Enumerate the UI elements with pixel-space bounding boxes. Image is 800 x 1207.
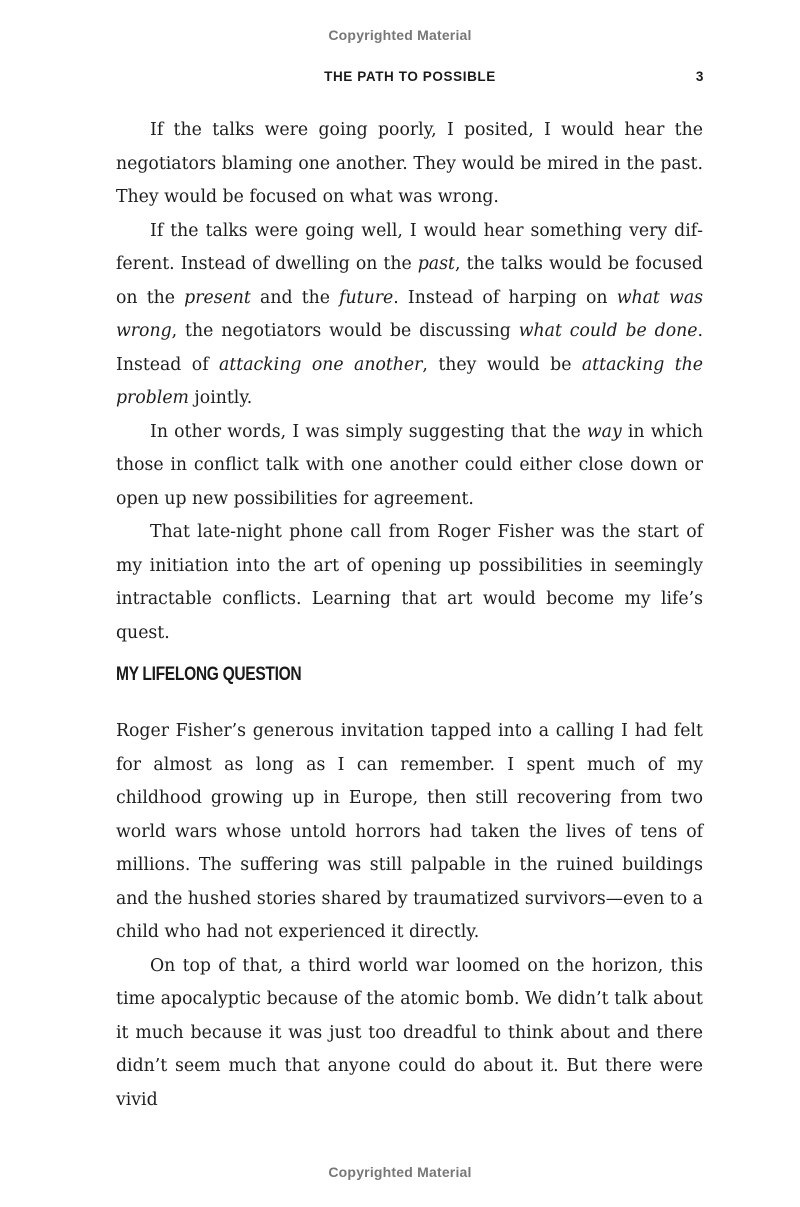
section-heading: MY LIFELONG QUESTION bbox=[116, 664, 302, 685]
paragraph-5: Roger Fisher’s generous invitation tapped into a calling I had felt for almost as long as I can remember. I spent much of my childhood growing up in Europe, then still recovering from two world wars whose untold horrors had taken the lives of tens of millions. The suffering was still palpable in the ruined buildings and the hushed stories shared by traumatized survivors—even to a child who had not experienced it directly. bbox=[116, 721, 703, 942]
paragraph-2-italic-4: what was wrong bbox=[116, 287, 703, 341]
paragraph-2-text-4: . Instead of harping on bbox=[393, 287, 617, 308]
paragraph-2-text-1: If the talks were going well, I would hear something very different. Instead of dwelling on the bbox=[116, 220, 703, 274]
paragraph-3-text-1: In other words, I was simply suggesting that the bbox=[150, 421, 587, 442]
paragraph-2-text-3: and the bbox=[250, 287, 340, 308]
paragraph-3 bbox=[116, 416, 703, 517]
paragraph-2-italic-2: present bbox=[184, 287, 251, 308]
paragraph-2-italic-1: past bbox=[417, 254, 455, 274]
running-head-title: THE PATH TO POSSIBLE bbox=[324, 69, 496, 84]
paragraph-2-text-2: , the talks would be focused on the bbox=[116, 254, 703, 308]
body-text-lower bbox=[116, 715, 703, 1117]
body-text-upper bbox=[116, 114, 703, 650]
paragraph-2-text-7: , they would be bbox=[422, 354, 582, 375]
page-number: 3 bbox=[695, 69, 704, 84]
paragraph-2-text-6: . Instead of bbox=[116, 321, 703, 375]
watermark-top: Copyrighted Material bbox=[328, 27, 472, 43]
paragraph-1: If the talks were going poorly, I posited, I would hear the negotiators blaming one another. They would be mired in the past. They would be focused on what was wrong. bbox=[116, 120, 703, 207]
paragraph-2-text-8: jointly. bbox=[188, 388, 253, 408]
paragraph-2 bbox=[116, 215, 703, 416]
paragraph-2-italic-5: what could be done bbox=[518, 321, 698, 341]
paragraph-3-italic-1: way bbox=[586, 421, 622, 442]
paragraph-4: That late-night phone call from Roger Fisher was the start of my initiation into the art of opening up possibilities in seemingly intractable conflicts. Learning that art would become my life’s quest. bbox=[116, 522, 703, 643]
paragraph-2-text-5: , the negotiators would be discussing bbox=[171, 321, 519, 341]
paragraph-2-italic-6: attacking one another bbox=[219, 354, 423, 375]
running-head bbox=[116, 69, 704, 89]
paragraph-3-text-2: in which those in conflict talk with one another could either close down or open up new possibilities for agreement. bbox=[116, 421, 703, 509]
paragraph-6: On top of that, a third world war loomed on the horizon, this time apocalyptic because of the atomic bomb. We didn’t talk about it much because it was just too dreadful to think about and there didn’t seem much that anyone could do about it. But there were vivid bbox=[116, 955, 703, 1110]
paragraph-2-italic-3: future bbox=[339, 287, 394, 308]
paragraph-2-italic-7: attacking the problem bbox=[116, 354, 703, 408]
watermark-bottom: Copyrighted Material bbox=[328, 1164, 472, 1180]
